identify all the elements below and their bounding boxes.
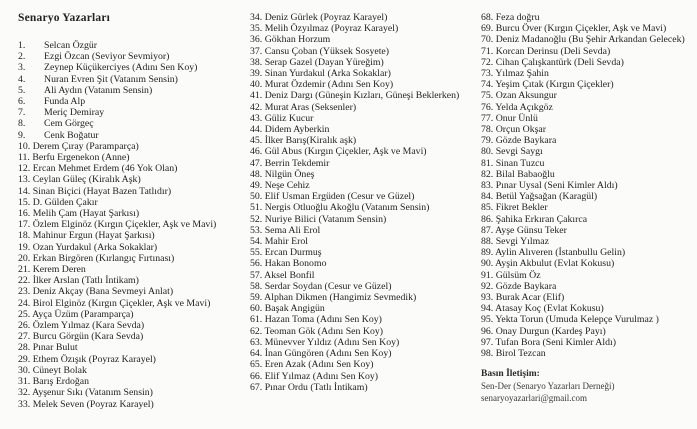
list-item: 69. Burcu Över (Kırgın Çiçekler, Aşk ve Mavi) <box>481 23 667 35</box>
list-item: 25. Ayça Üzüm (Paramparça) <box>18 308 134 320</box>
list-item: 78. Orçun Okşar <box>481 124 547 136</box>
list-item: 54. Mahir Erol <box>250 236 308 248</box>
list-item: 29. Ethem Özışık (Poyraz Karayel) <box>18 353 156 365</box>
list-item: 27. Burcu Görgün (Kara Sevda) <box>18 331 144 343</box>
list-item: 94. Atasay Koç (Evlat Kokusu) <box>481 303 604 315</box>
list-item: 15. D. Gülden Çakır <box>18 196 98 208</box>
list-item: 49. Neşe Cehiz <box>250 180 310 192</box>
list-item: 32. Ayşenur Sıkı (Vatanım Sensin) <box>18 387 153 399</box>
list-item: 23. Deniz Akçay (Bana Sevmeyi Anlat) <box>18 286 174 298</box>
list-item: 89. Aylin Alıveren (İstanbullu Gelin) <box>481 247 626 259</box>
list-item <box>18 118 244 129</box>
list-item: 19. Ozan Yurdakul (Arka Sokaklar) <box>18 241 158 253</box>
list-item-number: 8. <box>18 118 26 130</box>
list-item: 57. Aksel Bonfil <box>250 269 315 281</box>
list-item: 38. Serap Gazel (Dayan Yüreğim) <box>250 56 384 68</box>
list-item: 43. Güliz Kucur <box>250 112 314 124</box>
press-contact-email: senaryoyazarlari@gmail.com <box>481 393 587 404</box>
writer-list-1-33 <box>18 40 244 410</box>
list-item: 16. Melih Çam (Hayat Şarkısı) <box>18 208 140 220</box>
list-item: 60. Başak Angigün <box>250 303 325 315</box>
list-item: 85. Fikret Bekler <box>481 202 548 214</box>
list-item: 72. Cihan Çalışkantürk (Deli Sevda) <box>481 56 624 68</box>
list-item: 73. Yılmaz Şahin <box>481 68 549 80</box>
list-item: 98. Birol Tezcan <box>481 348 546 360</box>
list-item-number: 2. <box>18 51 26 63</box>
column-1 <box>18 12 244 410</box>
column-3 <box>481 12 687 404</box>
list-item: 59. Alphan Dikmen (Hangimiz Sevmedik) <box>250 292 417 304</box>
list-item-number: 1. <box>18 40 26 51</box>
list-item-text: Cenk Boğatur <box>44 129 99 141</box>
list-item: 86. Şahika Erkıran Çakırca <box>481 213 588 225</box>
list-item: 90. Ayşin Akbulut (Evlat Kokusu) <box>481 258 615 270</box>
list-item: 65. Eren Azak (Adını Sen Koy) <box>250 359 374 371</box>
list-item: 96. Onay Durgun (Kardeş Payı) <box>481 325 606 337</box>
writer-list-34-67 <box>250 12 462 393</box>
list-item: 33. Melek Seven (Poyraz Karayel) <box>18 398 154 410</box>
list-item-number: 5. <box>18 84 26 96</box>
list-item: 36. Gökhan Horzum <box>250 34 331 46</box>
list-item: 41. Deniz Dargı (Güneşin Kızları, Güneşi Beklerken) <box>250 90 460 102</box>
list-item: 93. Burak Acar (Elif) <box>481 292 565 304</box>
list-item: 47. Berrin Tekdemir <box>250 157 330 169</box>
list-item: 77. Onur Ünlü <box>481 112 538 124</box>
list-item-text: Ezgi Özcan (Seviyor Sevmiyor) <box>44 51 170 63</box>
list-item: 70. Deniz Madanoğlu (Bu Şehir Arkandan Gelecek) <box>481 34 685 46</box>
list-item: 12. Ercan Mehmet Erdem (46 Yok Olan) <box>18 163 178 175</box>
list-item <box>18 130 244 141</box>
list-item-number: 6. <box>18 96 26 108</box>
list-item: 50. Elif Usman Ergüden (Cesur ve Güzel) <box>250 191 415 203</box>
list-item: 63. Münevver Yıldız (Adını Sen Koy) <box>250 336 400 348</box>
press-contact-block <box>481 368 687 404</box>
press-contact-org: Sen-Der (Senaryo Yazarları Derneği) <box>481 381 615 392</box>
list-item: 17. Özlem Elginöz (Kırgın Çiçekler, Aşk ve Mavi) <box>18 219 217 231</box>
list-item-text: Nuran Evren Şit (Vatanım Sensin) <box>44 73 178 85</box>
list-item-number: 3. <box>18 62 26 74</box>
page-title: Senaryo Yazarları <box>18 12 111 24</box>
list-item <box>18 85 244 96</box>
list-item <box>18 62 244 73</box>
list-item: 55. Ercan Durmuş <box>250 247 322 259</box>
list-item: 34. Deniz Gürlek (Poyraz Karayel) <box>250 12 388 23</box>
list-item: 81. Sinan Tuzcu <box>481 157 545 169</box>
list-item: 13. Ceylan Güleç (Kiralık Aşk) <box>18 174 141 186</box>
list-item: 39. Sinan Yurdakul (Arka Sokaklar) <box>250 68 391 80</box>
list-item-text: Ali Aydın (Vatanım Sensin) <box>44 84 153 96</box>
list-item: 74. Yeşim Çıtak (Kırgın Çiçekler) <box>481 79 614 91</box>
list-item: 80. Sevgi Saygı <box>481 146 543 158</box>
list-item-text: Cem Görgeç <box>44 118 94 130</box>
list-item: 22. İlker Arslan (Tatlı İntikam) <box>18 275 139 287</box>
list-item-number: 4. <box>18 73 26 85</box>
list-item: 44. Didem Ayberkin <box>250 124 330 136</box>
list-item: 92. Gözde Baykara <box>481 280 557 292</box>
list-item: 31. Barış Erdoğan <box>18 376 90 388</box>
list-item: 40. Murat Özdemir (Adını Sen Koy) <box>250 79 394 91</box>
list-item: 71. Korcan Derinsu (Deli Sevda) <box>481 45 611 57</box>
list-item: 37. Cansu Çoban (Yüksek Sosyete) <box>250 45 390 57</box>
list-item: 52. Nuriye Bilici (Vatanım Sensin) <box>250 213 387 225</box>
list-item: 30. Cüneyt Bolak <box>18 364 87 376</box>
press-contact-heading: Basın İletişim: <box>481 369 540 380</box>
list-item: 66. Elif Yılmaz (Adını Sen Koy) <box>250 370 379 382</box>
list-item: 84. Betül Yağsağan (Karagül) <box>481 191 598 203</box>
list-item: 45. İlker Barış(Kiralık aşk) <box>250 135 357 147</box>
list-item: 87. Ayşe Günsu Teker <box>481 224 567 236</box>
list-item: 28. Pınar Bulut <box>18 342 78 354</box>
list-item: 79. Gözde Baykara <box>481 135 557 147</box>
list-item: 58. Serdar Soydan (Cesur ve Güzel) <box>250 280 392 292</box>
list-item: 75. Ozan Aksungur <box>481 90 557 102</box>
list-item: 26. Özlem Yılmaz (Kara Sevda) <box>18 320 145 332</box>
list-item <box>18 51 244 62</box>
list-item: 51. Nergis Otluoğlu Akoğlu (Vatanım Sensin) <box>250 202 430 214</box>
list-item: 83. Pınar Uysal (Seni Kimler Aldı) <box>481 180 618 192</box>
list-item: 48. Nilgün Öneş <box>250 168 315 180</box>
list-item <box>18 96 244 107</box>
list-item: 18. Mahinur Ergun (Hayat Şarkısı) <box>18 230 155 242</box>
list-item: 56. Hakan Bonomo <box>250 258 327 270</box>
list-item: 24. Birol Elginöz (Kırgın Çiçekler, Aşk ve Mavi) <box>18 297 211 309</box>
list-item: 91. Gülsüm Öz <box>481 269 541 281</box>
list-item: 67. Pınar Ordu (Tatlı İntikam) <box>250 381 368 393</box>
list-item <box>18 107 244 118</box>
list-item: 53. Sema Ali Erol <box>250 224 321 236</box>
list-item-number: 7. <box>18 107 26 119</box>
list-item <box>18 74 244 85</box>
column-2 <box>250 12 462 393</box>
list-item: 64. İnan Güngören (Adını Sen Koy) <box>250 348 392 360</box>
list-item-text: Funda Alp <box>44 96 86 108</box>
list-item: 14. Sinan Biçici (Hayat Bazen Tatlıdır) <box>18 185 172 197</box>
list-item: 97. Tufan Bora (Seni Kimler Aldı) <box>481 336 616 348</box>
list-item: 61. Hazan Toma (Adını Sen Koy) <box>250 314 382 326</box>
list-item: 20. Erkan Birgören (Kırlangıç Fırtınası) <box>18 252 175 264</box>
list-item: 42. Murat Aras (Seksenler) <box>250 101 357 113</box>
list-item: 35. Melih Özyılmaz (Poyraz Karayel) <box>250 23 399 35</box>
list-item <box>18 40 244 51</box>
list-item: 21. Kerem Deren <box>18 264 86 276</box>
list-item-text: Zeynep Küçükerciyes (Adını Sen Koy) <box>44 62 198 74</box>
list-item-number: 9. <box>18 129 26 141</box>
list-item: 62. Teoman Gök (Adını Sen Koy) <box>250 325 384 337</box>
list-item-text: Selcan Özgür <box>44 40 98 51</box>
list-item: 11. Berfu Ergenekon (Anne) <box>18 152 130 164</box>
writer-list-68-98 <box>481 12 687 359</box>
list-item-text: Meriç Demiray <box>44 107 105 119</box>
list-item: 88. Sevgi Yılmaz <box>481 236 549 248</box>
list-item: 82. Bilal Babaoğlu <box>481 168 555 180</box>
list-item: 68. Feza doğru <box>481 12 540 23</box>
list-item: 10. Derem Çıray (Paramparça) <box>18 140 139 152</box>
list-item: 76. Yelda Açıkgöz <box>481 101 553 113</box>
list-item: 46. Gül Abus (Kırgın Çiçekler, Aşk ve Mavi) <box>250 146 427 158</box>
list-item: 95. Yekta Torun (Umuda Kelepçe Vurulmaz ) <box>481 314 659 326</box>
